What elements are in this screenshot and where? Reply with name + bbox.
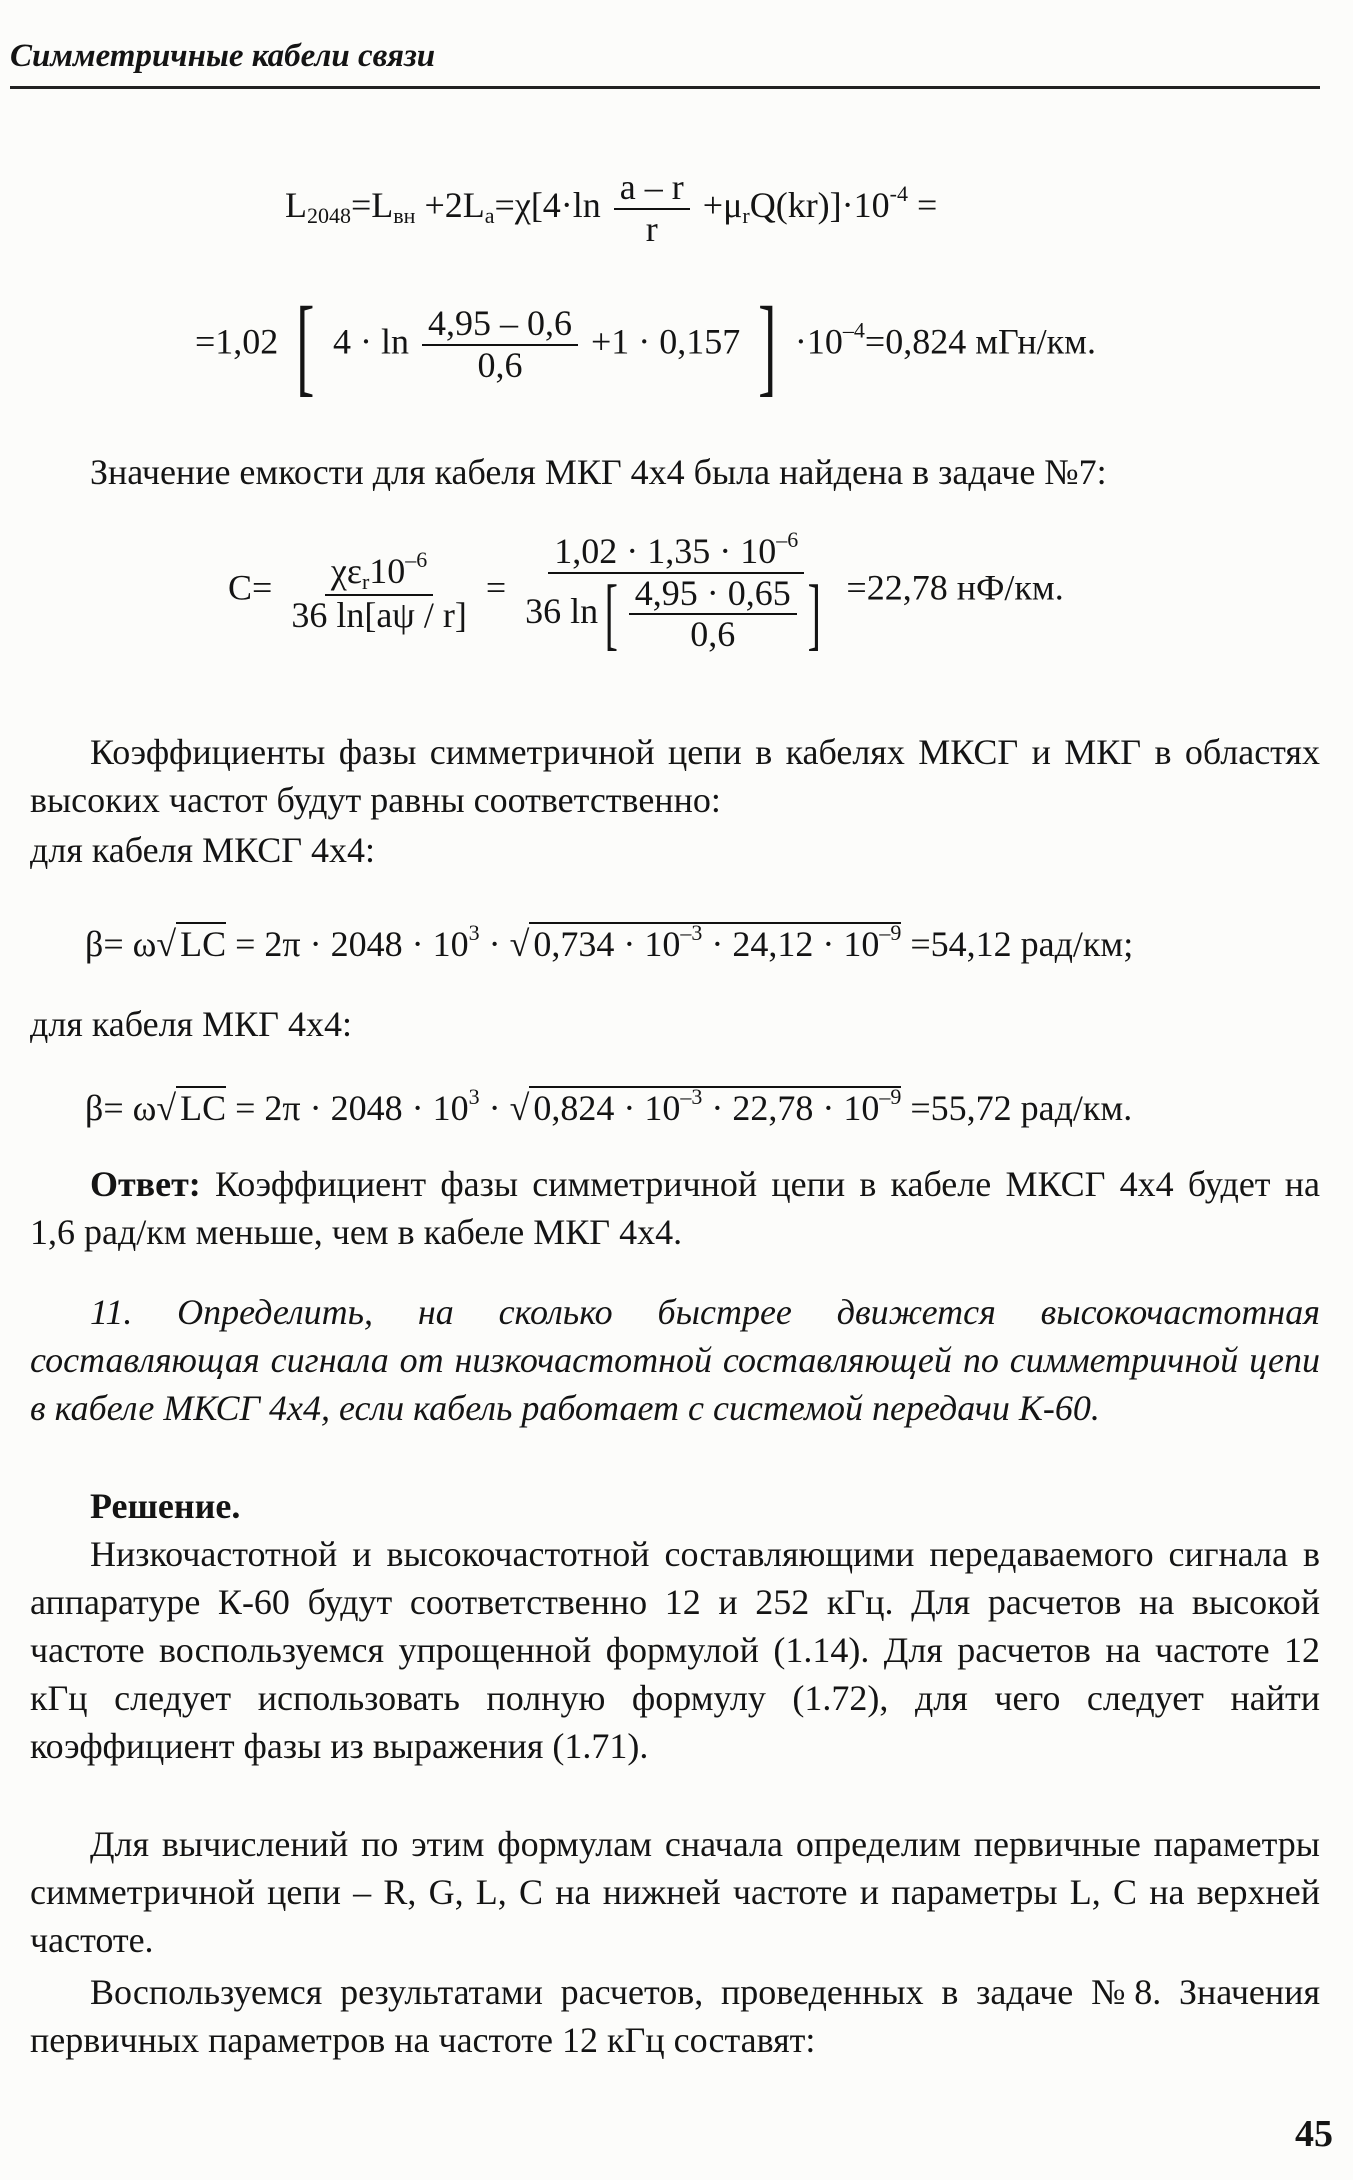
formula-exponent: –4 [842, 317, 865, 343]
formula-text: +2L [415, 184, 485, 225]
fraction-denominator: 0,6 [690, 614, 736, 655]
formula-exponent: –3 [680, 1084, 703, 1109]
fraction-denominator [519, 570, 833, 659]
sqrt-content: LC [176, 922, 226, 964]
formula-text: · 24,12 · 10 [702, 924, 880, 964]
sqrt-sign: √ [509, 1088, 530, 1128]
formula-result: =55,72 рад/км. [901, 1088, 1133, 1128]
formula-exponent: -4 [889, 180, 908, 206]
solution-paragraph-3: Воспользуемся результатами расчетов, проведенных в задаче №8. Значения первичных параметров на частоте 12 кГц составят: [30, 1972, 1320, 2060]
fraction-denominator: 36 ln[aψ / r] [291, 594, 467, 635]
formula-inductance-line2 [195, 284, 1096, 406]
formula-text: 36 ln [525, 590, 599, 631]
formula-subscript: r [742, 202, 750, 228]
task-11: 11. Определить, на сколько быстрее движется высокочастотная составляющая сигнала от низкочастотной составляющей по симметричной цепи в кабеле МКСГ 4х4, если кабель работает с системой передачи К-60. [30, 1292, 1320, 1428]
formula-subscript: r [361, 568, 370, 594]
formula-fraction [614, 168, 690, 249]
formula-exponent: 3 [468, 920, 480, 945]
label-mkg: для кабеля МКГ 4х4: [30, 1004, 352, 1044]
formula-text: =L [351, 184, 394, 225]
label-mksg: для кабеля МКСГ 4х4: [30, 830, 376, 870]
answer-label: Ответ: [90, 1164, 201, 1204]
formula-inductance-line1 [285, 168, 937, 249]
formula-text: β= ω [85, 924, 157, 964]
formula-text: Q(kr)]·10 [749, 184, 890, 225]
sqrt-sign: √ [156, 1088, 177, 1128]
solution-paragraph-2: Для вычислений по этим формулам сначала определим первичные параметры симметричной цепи – R, G, L, C на нижней частоте и параметры L, C на верхней частоте. [30, 1824, 1320, 1960]
formula-text: =χ[4·ln [494, 184, 601, 225]
sqrt-sign: √ [156, 924, 177, 964]
sqrt-content: LC [176, 1086, 226, 1128]
formula-exponent: –9 [879, 1084, 902, 1109]
formula-text: · 22,78 · 10 [702, 1088, 880, 1128]
fraction-numerator [325, 548, 433, 596]
bracket-left: [ [604, 570, 619, 659]
solution-paragraph-1: Низкочастотной и высокочастотной составляющими передаваемого сигнала в аппаратуре К-60 будут соответственно 12 и 252 кГц. Для расчетов на высокой частоте воспользуемся упрощенной формулой (1.14). Для расчетов на частоте 12 кГц следует использовать полную формулу (1.72), для чего следует найти коэффициент фазы из выражения (1.71). [30, 1534, 1320, 1766]
answer-paragraph [30, 1160, 1320, 1256]
formula-text: β= ω [85, 1088, 157, 1128]
fraction-numerator: a – r [614, 168, 690, 210]
sqrt-content [529, 922, 901, 964]
formula-text: 4 · ln [332, 321, 409, 362]
formula-capacitance [228, 527, 1064, 659]
formula-beta-mkg [85, 1084, 1132, 1129]
formula-text: = [485, 567, 507, 608]
formula-text: +1 · 0,157 [590, 321, 741, 362]
page-number: 45 [1295, 2113, 1333, 2155]
capacitance-note: Значение емкости для кабеля МКГ 4х4 была найдена в задаче №7: [90, 452, 1107, 492]
formula-exponent: 3 [468, 1084, 480, 1109]
running-header: Симметричные кабели связи [10, 38, 436, 74]
formula-text: 10 [369, 550, 406, 591]
formula-text: C= [228, 567, 273, 608]
fraction-numerator: 4,95 – 0,6 [422, 304, 578, 346]
phase-intro: Коэффициенты фазы симметричной цепи в кабелях МКСГ и МКГ в областях высоких частот будут равны соответственно: [30, 732, 1320, 820]
formula-beta-mksg [85, 920, 1133, 965]
sqrt-content [529, 1086, 901, 1128]
bracket-right: ] [807, 570, 821, 659]
formula-text: =1,02 [195, 321, 279, 362]
sqrt-sign: √ [509, 924, 530, 964]
formula-fraction [629, 574, 797, 655]
formula-subscript: вн [393, 202, 416, 228]
formula-text: = [907, 184, 938, 225]
fraction-numerator: 4,95 · 0,65 [629, 574, 797, 616]
formula-subscript: a [484, 202, 495, 228]
formula-result: =0,824 мГн/км. [864, 321, 1096, 362]
fraction-denominator: 0,6 [477, 345, 523, 385]
fraction-numerator [548, 528, 804, 574]
formula-text: +μ [702, 184, 743, 225]
formula-exponent: –3 [680, 920, 703, 945]
formula-result: =22,78 нФ/км. [846, 567, 1064, 608]
header-rule [10, 86, 1320, 89]
bracket-left: [ [296, 284, 315, 406]
answer-text: Коэффициент фазы симметричной цепи в кабеле МКСГ 4х4 будет на 1,6 рад/км меньше, чем в кабеле МКГ 4х4. [30, 1164, 1320, 1252]
bracket-right: ] [758, 284, 777, 406]
formula-text: = 2π · 2048 · 10 [226, 1088, 469, 1128]
fraction-denominator: r [645, 208, 658, 249]
formula-subscript: 2048 [307, 202, 351, 228]
formula-text: = 2π · 2048 · 10 [226, 924, 469, 964]
formula-symbol: χε [330, 550, 362, 591]
formula-text: 0,824 · 10 [533, 1088, 681, 1128]
formula-text: ·10 [794, 321, 843, 362]
formula-text: 0,734 · 10 [533, 924, 681, 964]
formula-fraction [422, 304, 578, 385]
formula-text: · [479, 1088, 510, 1128]
formula-text: · [479, 924, 510, 964]
solution-label: Решение. [90, 1486, 241, 1526]
formula-fraction [285, 548, 472, 636]
formula-symbol: L [285, 184, 307, 225]
formula-fraction [519, 527, 833, 659]
formula-text: 1,02 · 1,35 · 10 [554, 531, 777, 571]
formula-exponent: –6 [405, 546, 428, 572]
formula-result: =54,12 рад/км; [901, 924, 1134, 964]
formula-exponent: –9 [879, 920, 902, 945]
formula-exponent: –6 [776, 527, 799, 552]
